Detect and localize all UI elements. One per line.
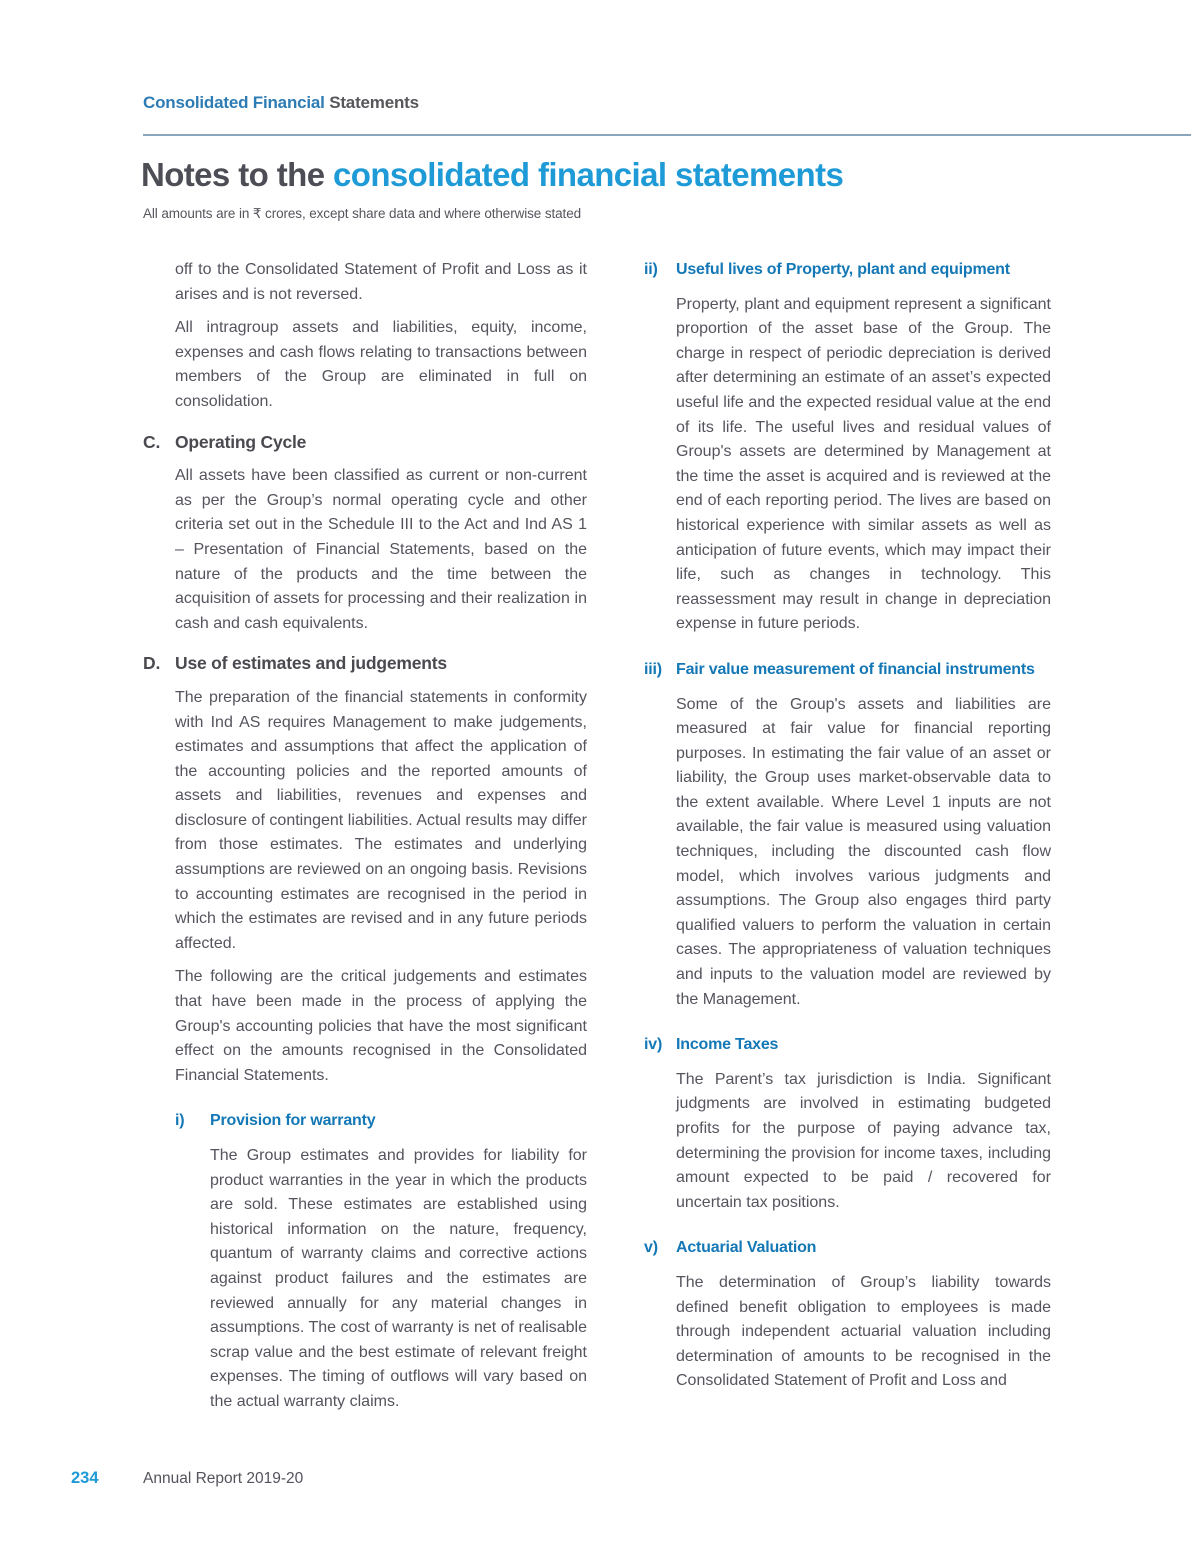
paragraph: The following are the critical judgements and estimates that have been made in the process of applying the Group's accounting policies that have the most significant effect on the amounts recognised in the Consolidated Financial Statements. bbox=[175, 968, 587, 1084]
page-title-highlight: consolidated financial statements bbox=[333, 156, 844, 193]
page-number: 234 bbox=[71, 1469, 99, 1487]
subsection-heading-useful-lives bbox=[644, 258, 1051, 283]
subsection-heading-fair-value bbox=[644, 658, 1051, 683]
subsection-label: v) bbox=[644, 1239, 658, 1257]
subsection-heading-income-taxes bbox=[644, 1033, 1051, 1058]
paragraph: Some of the Group's assets and liabilities are measured at fair value for financial reporting purposes. In estimating the fair value of an asset or liability, the Group uses market-observable data to the extent available. Where Level 1 inputs are not available, the fair value is measured using valuation techniques, including the discounted cash flow model, which involves various judgments and assumptions. The Group also engages third party qualified valuers to perform the valuation in certain cases. The appropriateness of valuation techniques and inputs to the valuation model are reviewed by the Management. bbox=[676, 695, 1051, 1008]
subsection-heading-text: Useful lives of Property, plant and equipment bbox=[676, 261, 1010, 278]
page-subtitle: All amounts are in ₹ crores, except share data and where otherwise stated bbox=[143, 206, 582, 221]
subsection-label: ii) bbox=[644, 261, 658, 278]
paragraph: The Parent’s tax jurisdiction is India. Significant judgments are involved in estimating budgeted profits for the purpose of paying advance tax, determining the provision for income taxes, including amount expected to be paid / recovered for uncertain tax positions. bbox=[676, 1070, 1051, 1211]
section-heading-text: Use of estimates and judgements bbox=[175, 653, 447, 674]
paragraph: All assets have been classified as current or non-current as per the Group’s normal operating cycle and other criteria set out in the Schedule III to the Act and Ind AS 1 – Presentation of Financial Statements, based on the nature of the products and the time between the acquisition of assets for processing and their realization in cash and cash equivalents. bbox=[175, 467, 587, 632]
subsection-heading-text: Income Taxes bbox=[676, 1036, 779, 1054]
subsection-heading-provision-for-warranty bbox=[143, 1109, 587, 1134]
section-label: D. bbox=[143, 653, 161, 674]
subsection-label: iii) bbox=[644, 660, 662, 678]
paragraph: All intragroup assets and liabilities, equity, income, expenses and cash flows relating to transactions between members of the Group are eliminated in full on consolidation. bbox=[175, 319, 587, 410]
subsection-label: iv) bbox=[644, 1036, 663, 1054]
left-column bbox=[143, 258, 587, 1424]
running-header-rest: Statements bbox=[324, 93, 419, 112]
subsection-heading-text: Provision for warranty bbox=[210, 1112, 376, 1130]
paragraph: The preparation of the financial statements in conformity with Ind AS requires Management to make judgements, estimates and assumptions that affect the application of the accounting policies and the reported amounts of assets and liabilities, revenues and expenses and disclosure of contingent liabilities. Actual results may differ from those estimates. The estimates and underlying assumptions are reviewed on an ongoing basis. Revisions to accounting estimates are recognised in the period in which the estimates are revised and in any future periods affected. bbox=[175, 688, 587, 952]
page-title-prefix: Notes to the bbox=[141, 156, 334, 193]
running-header-highlight: Consolidated Financial bbox=[143, 93, 325, 112]
subsection-label: i) bbox=[175, 1112, 185, 1130]
section-heading-operating-cycle bbox=[143, 430, 587, 455]
subsection-heading-text: Actuarial Valuation bbox=[676, 1239, 817, 1257]
paragraph: off to the Consolidated Statement of Profit and Loss as it arises and is not reversed. bbox=[175, 261, 587, 303]
section-heading-text: Operating Cycle bbox=[175, 431, 307, 452]
page-title bbox=[141, 156, 843, 194]
footer-report-title: Annual Report 2019-20 bbox=[143, 1470, 304, 1487]
paragraph: Property, plant and equipment represent a significant proportion of the asset base of the Group. The charge in respect of periodic depreciation is derived after determining an estimate of an asset’s expected useful life and the expected residual value at the end of its life. The useful lives and residual values of Group's assets are determined by Management at the time the asset is acquired and is reviewed at the end of each reporting period. The lives are based on historical experience with similar assets as well as anticipation of future events, which may impact their life, such as changes in technology. This reassessment may result in change in depreciation expense in future periods. bbox=[676, 295, 1051, 633]
section-label: C. bbox=[143, 431, 161, 452]
section-heading-use-of-estimates bbox=[143, 651, 587, 676]
subsection-heading-actuarial-valuation bbox=[644, 1236, 1051, 1261]
right-column bbox=[644, 258, 1051, 1424]
header-divider bbox=[143, 134, 1191, 136]
paragraph: The determination of Group’s liability towards defined benefit obligation to employees is made through independent actuarial valuation including determination of amounts to be recognised in the Consolidated Statement of Profit and Loss and bbox=[676, 1273, 1051, 1390]
paragraph: The Group estimates and provides for liability for product warranties in the year in which the products are sold. These estimates are established using historical information on the nature, frequency, quantum of warranty claims and corrective actions against product failures and the estimates are reviewed annually for any material changes in assumptions. The cost of warranty is net of realisable scrap value and the best estimate of relevant freight expenses. The timing of outflows will vary based on the actual warranty claims. bbox=[210, 1147, 587, 1410]
content-columns bbox=[143, 258, 1051, 1424]
running-header bbox=[143, 93, 419, 113]
subsection-heading-text: Fair value measurement of financial instruments bbox=[676, 660, 1035, 678]
